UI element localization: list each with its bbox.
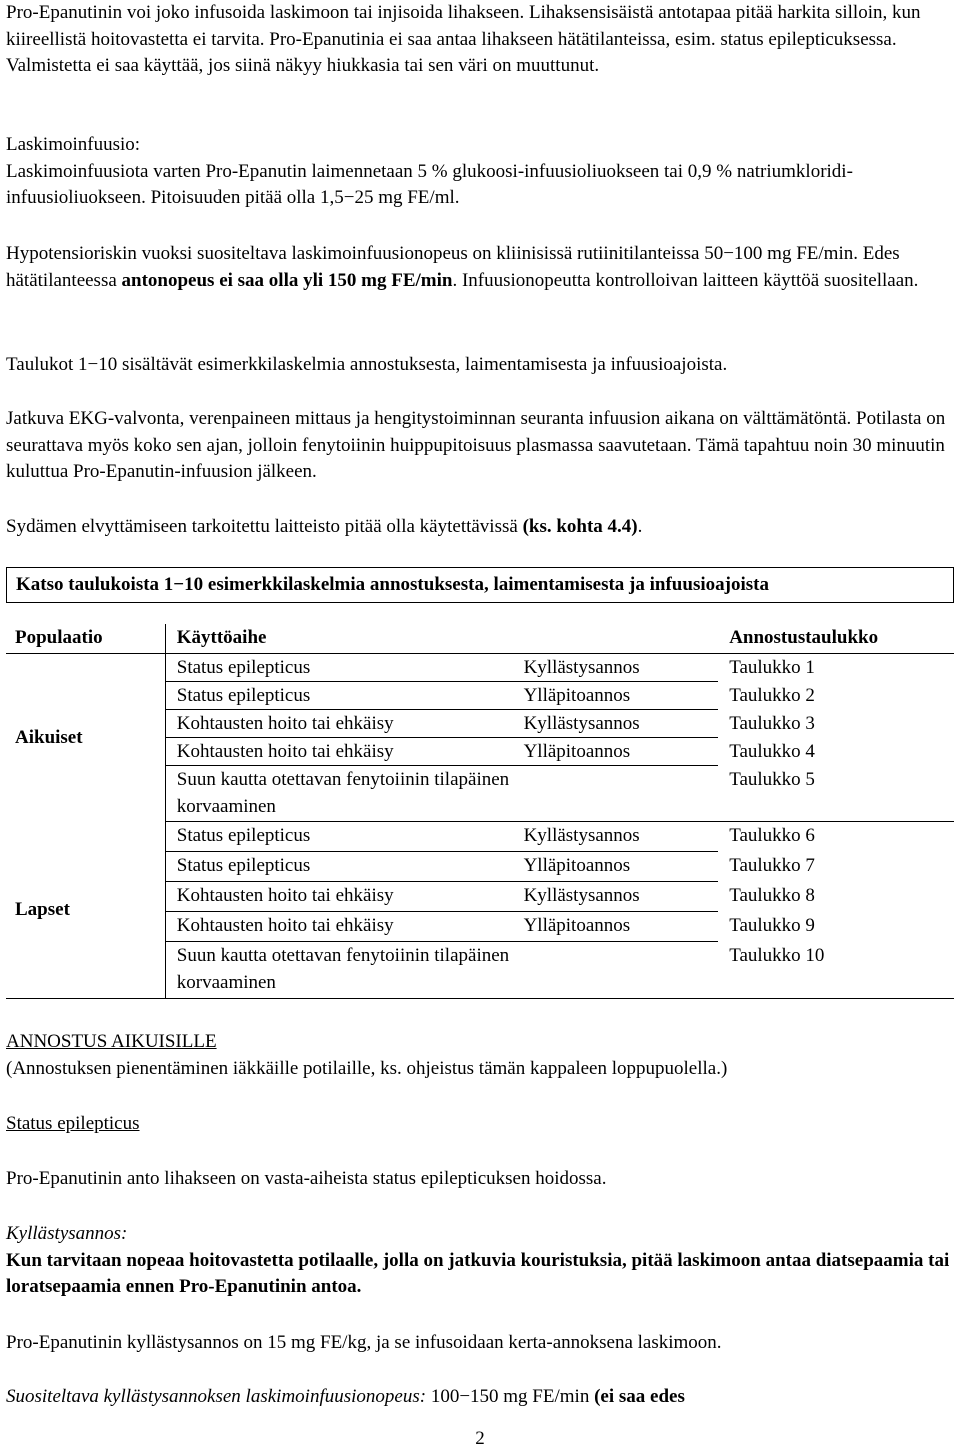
- tables-box-title: Katso taulukoista 1−10 esimerkkilaskelmia annostuksesta, laimentamisesta ja infuusioajoista: [6, 567, 954, 603]
- infusion-heading: Laskimoinfuusio:: [6, 134, 141, 155]
- indication-cell: Suun kautta otettavan fenytoiinin tilapäinen korvaaminen: [165, 942, 512, 999]
- dose-type-cell: Kyllästysannos: [513, 710, 719, 738]
- header-population: Populaatio: [6, 624, 165, 654]
- infusion-rate-paragraph: [6, 1384, 954, 1411]
- tables-reference: Taulukot 1−10 sisältävät esimerkkilaskelmia annostuksesta, laimentamisesta ja infuusioajoista.: [6, 354, 728, 375]
- indication-cell: Suun kautta otettavan fenytoiinin tilapäinen korvaaminen: [165, 766, 512, 822]
- dose-type-cell: Ylläpitoannos: [513, 912, 719, 942]
- loading-dose-heading: Kyllästysannos:: [6, 1223, 128, 1244]
- table-header-row: [6, 624, 954, 654]
- resuscitation-end: .: [637, 516, 643, 537]
- indication-cell: Kohtausten hoito tai ehkäisy: [165, 738, 512, 766]
- table-ref-cell: Taulukko 4: [729, 740, 815, 762]
- infusion-paragraph: [6, 132, 954, 212]
- table-ref-cell: Taulukko 7: [729, 854, 815, 876]
- indication-cell: Status epilepticus: [165, 654, 512, 682]
- resuscitation-text: Sydämen elvyttämiseen tarkoitettu laitteisto pitää olla käytettävissä: [6, 516, 523, 537]
- dosage-table: [6, 624, 954, 999]
- population-children: Lapset: [6, 822, 165, 999]
- hypotension-text: Hypotensioriskin vuoksi suositeltava laskimoinfuusionopeus on kliinisissä rutiinitilanteissa 50−100 mg FE/min. Edes hätätilanteessa: [6, 243, 900, 291]
- adult-dosage-section: [6, 1029, 954, 1082]
- indication-cell: Kohtausten hoito tai ehkäisy: [165, 710, 512, 738]
- infusion-text-1: Laskimoinfuusiota varten Pro-Epanutin laimennetaan 5 % glukoosi-infuusioliuokseen tai 0,9 % natriumkloridi-infuusioliuokseen. Pitoisuuden pitää olla 1,5−25 mg FE/ml.: [6, 160, 853, 208]
- dose-type-cell: Ylläpitoannos: [513, 738, 719, 766]
- dose-type-cell: [513, 766, 719, 822]
- dose-type-cell: Kyllästysannos: [513, 654, 719, 682]
- indication-cell: Status epilepticus: [165, 822, 512, 852]
- dose-type-cell: Kyllästysannos: [513, 882, 719, 912]
- table-ref-cell: Taulukko 1: [729, 657, 815, 678]
- max-rate-warning: antonopeus ei saa olla yli 150 mg FE/min: [121, 269, 453, 291]
- population-adults: Aikuiset: [6, 654, 165, 822]
- table-ref-cell: Taulukko 6: [729, 825, 815, 846]
- status-paragraph: Pro-Epanutinin anto lihakseen on vasta-aiheista status epilepticuksen hoidossa.: [6, 1168, 607, 1189]
- loading-dose-warning: Kun tarvitaan nopeaa hoitovastetta potilaalle, jolla on jatkuvia kouristuksia, pitää laskimoon antaa diatsepaamia tai loratsepaamia ennen Pro-Epanutinin antoa.: [6, 1249, 950, 1297]
- hypotension-paragraph: [6, 241, 954, 294]
- table-ref-cell: Taulukko 8: [729, 884, 815, 906]
- status-heading-text: Status epilepticus: [6, 1113, 140, 1134]
- table-ref-cell: Taulukko 10: [718, 942, 954, 999]
- header-indication: Käyttöaihe: [165, 624, 512, 654]
- table-row: [6, 654, 954, 682]
- table-ref-cell: Taulukko 3: [729, 712, 815, 734]
- header-dose-type: [513, 624, 719, 654]
- indication-cell: Kohtausten hoito tai ehkäisy: [165, 912, 512, 942]
- dose-type-cell: Ylläpitoannos: [513, 852, 719, 882]
- status-heading: [6, 1111, 954, 1138]
- indication-cell: Status epilepticus: [165, 682, 512, 710]
- table-ref-cell: Taulukko 2: [729, 684, 815, 706]
- table-ref-cell: Taulukko 5: [718, 766, 954, 822]
- dose-type-cell: Ylläpitoannos: [513, 682, 719, 710]
- infusion-rate-value: 100−150 mg FE/min: [426, 1386, 595, 1407]
- intro-text-1: Pro-Epanutinin voi joko infusoida laskimoon tai injisoida lihakseen. Lihaksensisäistä antotapaa pitää harkita silloin, kun kiireellistä hoitovastetta ei tarvita. Pro-Epanutinia ei saa antaa lihakseen hätätilanteissa, esim. status epilepticuksessa.: [6, 2, 921, 50]
- infusion-rate-label: Suositeltava kyllästysannoksen laskimoinfuusionopeus:: [6, 1386, 427, 1407]
- intro-paragraph: [6, 0, 954, 80]
- hypotension-text-end: . Infuusionopeutta kontrolloivan laitteen käyttöä suositellaan.: [452, 269, 919, 291]
- infusion-rate-note: (ei saa edes: [594, 1386, 685, 1407]
- page-number: 2: [475, 1428, 485, 1449]
- loading-dose-paragraph: Pro-Epanutinin kyllästysannos on 15 mg FE/kg, ja se infusoidaan kerta-annoksena laskimoon.: [6, 1332, 722, 1353]
- monitoring-paragraph: Jatkuva EKG-valvonta, verenpaineen mittaus ja hengitystoiminnan seuranta infuusion aikana on välttämätöntä. Potilasta on seurattava myös koko sen ajan, jolloin fenytoiinin huippupitoisuus plasmassa saavutetaan. Tämä tapahtuu noin 30 minuutin kuluttua Pro-Epanutin-infuusion jälkeen.: [6, 408, 946, 482]
- elderly-note: (Annostuksen pienentäminen iäkkäille potilaille, ks. ohjeistus tämän kappaleen loppupuolella.): [6, 1057, 728, 1079]
- resuscitation-paragraph: [6, 514, 954, 541]
- dose-type-cell: Kyllästysannos: [513, 822, 719, 852]
- indication-cell: Status epilepticus: [165, 852, 512, 882]
- adult-dosage-heading: ANNOSTUS AIKUISILLE: [6, 1031, 217, 1052]
- header-dosage-table: Annostustaulukko: [718, 624, 954, 654]
- dose-type-cell: [513, 942, 719, 999]
- loading-dose-section: [6, 1221, 954, 1301]
- indication-cell: Kohtausten hoito tai ehkäisy: [165, 882, 512, 912]
- table-ref-cell: Taulukko 9: [729, 914, 815, 936]
- intro-text-2: Valmistetta ei saa käyttää, jos siinä näkyy hiukkasia tai sen väri on muuttunut.: [6, 55, 600, 76]
- section-reference: (ks. kohta 4.4): [522, 516, 638, 537]
- table-row: [6, 822, 954, 852]
